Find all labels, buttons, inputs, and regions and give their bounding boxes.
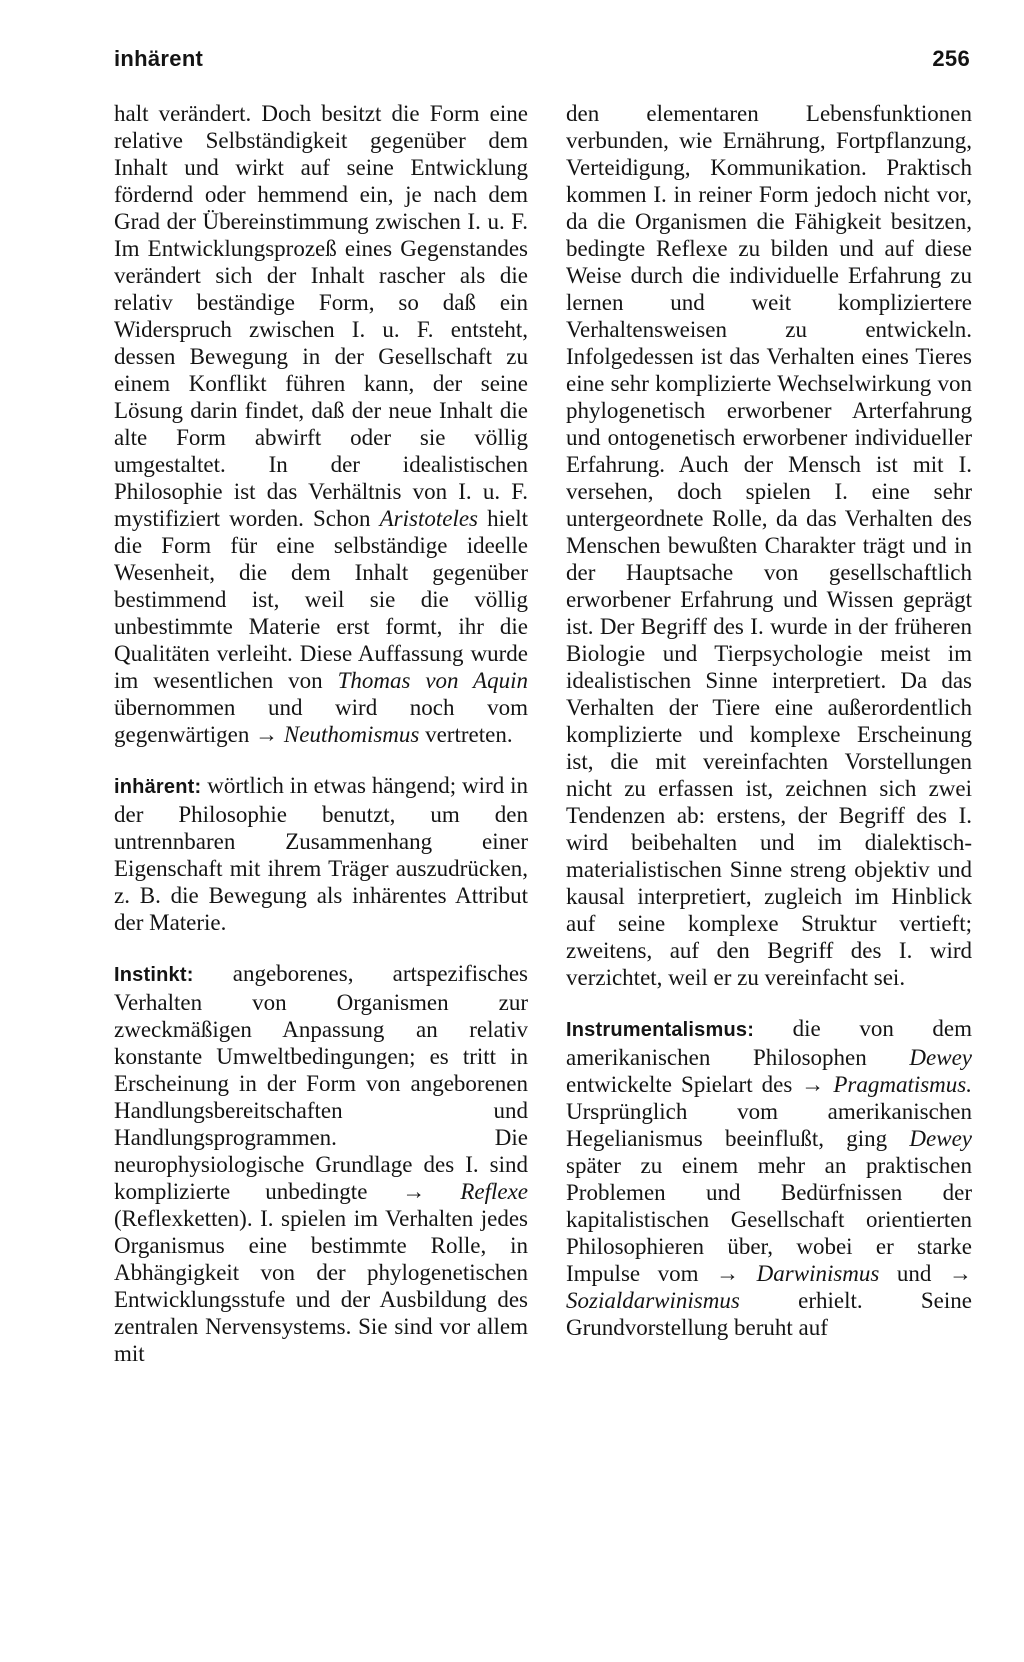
italic-term: Dewey	[909, 1126, 972, 1151]
text-run: und →	[879, 1261, 972, 1286]
text-run: erhielt. Seine Grundvorstellung beruht auf	[566, 1288, 972, 1340]
running-head-word: inhärent	[114, 46, 204, 71]
entry-lemma: inhärent:	[114, 776, 202, 798]
italic-term: Sozialdarwinismus	[566, 1288, 740, 1313]
italic-term: Aristoteles	[379, 506, 478, 531]
italic-term: Reflexe	[460, 1179, 528, 1204]
text-run: vertreten.	[419, 722, 513, 747]
italic-term: Dewey	[909, 1045, 972, 1070]
text-run: später zu einem mehr an praktischen Problemen und Bedürfnissen der kapitalistischen Gesellschaft orientierten Philosophieren über, wobei er starke Impulse vom →	[566, 1153, 972, 1286]
right-column	[566, 100, 972, 1341]
continued-paragraph	[566, 100, 972, 991]
text-run: die von dem amerikanischen Philosophen	[566, 1016, 972, 1070]
italic-term: Pragmatismus.	[833, 1072, 972, 1097]
text-run: Ursprünglich vom amerikanischen Hegelianismus beeinflußt, ging	[566, 1099, 972, 1151]
text-run: den elementaren Lebensfunktionen verbunden, wie Ernährung, Fortpflanzung, Verteidigung, Kommunikation. Praktisch kommen I. in reiner Form jedoch nicht vor, da die Organismen die Fähigkeit besitzen, bedingte Reflexe zu bilden und auf diese Weise durch die individuelle Erfahrung zu lernen und weit kompliziertere Verhaltensweisen zu entwickeln. Infolgedessen ist das Verhalten eines Tieres eine sehr komplizierte Wechselwirkung von phylogenetisch erworbener Arterfahrung und ontogenetisch erworbener individueller Erfahrung. Auch der Mensch ist mit I. versehen, doch spielen I. eine sehr untergeordnete Rolle, da das Verhalten des Menschen bewußten Charakter trägt und in der Hauptsache von gesellschaftlich erworbener Erfahrung und Wissen geprägt ist. Der Begriff des I. wurde in der früheren Biologie und Tierpsychologie meist im idealistischen Sinne interpretiert. Da das Verhalten der Tiere eine außerordentlich komplizierte und komplexe Erscheinung ist, die mit vereinfachten Vorstellungen nicht zu erfassen ist, zeichnen sich zwei Tendenzen ab: erstens, der Begriff des I. wird beibehalten und im dialektisch-materialistischen Sinne streng objektiv und kausal interpretiert, zugleich im Hinblick auf seine komplexe Struktur vertieft; zweitens, auf den Begriff des I. wird verzichtet, weil er zu vereinfacht sei.	[566, 101, 972, 990]
italic-term: Thomas von Aquin	[337, 668, 528, 693]
text-run: halt verändert. Doch besitzt die Form eine relative Selbständigkeit gegenüber dem Inhalt und wirkt auf seine Entwicklung fördernd oder hemmend ein, je nach dem Grad der Übereinstimmung zwischen I. u. F. Im Entwicklungsprozeß eines Gegenstandes verändert sich der Inhalt rascher als die relativ beständige Form, so daß ein Widerspruch zwischen I. u. F. entsteht, dessen Bewegung in der Gesellschaft zu einem Konflikt führen kann, der seine Lösung darin findet, daß der neue Inhalt die alte Form abwirft oder sie völlig umgestaltet. In der idealistischen Philosophie ist das Verhältnis von I. u. F. mystifiziert worden. Schon	[114, 101, 528, 531]
entry-lemma: Instinkt:	[114, 964, 194, 986]
text-run: übernommen und wird noch vom gegenwärtigen →	[114, 695, 528, 747]
text-run: entwickelte Spielart des →	[566, 1072, 834, 1097]
text-run: hielt die Form für eine selbständige ideelle Wesenheit, die dem Inhalt gegenüber bestimmend ist, weil sie die völlig unbestimmte Materie erst formt, ihr die Qualitäten verleiht. Diese Auffassung wurde im wesentlichen von	[114, 506, 528, 693]
left-column	[114, 100, 528, 1367]
text-run: (Reflexketten). I. spielen im Verhalten jedes Organismus eine bestimmte Rolle, in Abhängigkeit von der phylogenetischen Entwicklungsstufe und der Ausbildung des zentralen Nervensystems. Sie sind vor allem mit	[114, 1206, 528, 1366]
italic-term: Neuthomismus	[283, 722, 420, 747]
page-number: 256	[932, 46, 970, 71]
italic-term: Darwinismus	[756, 1261, 880, 1286]
dictionary-entry	[114, 772, 528, 936]
continued-paragraph	[114, 100, 528, 748]
dictionary-entry	[566, 1015, 972, 1341]
text-run: wörtlich in etwas hängend; wird in der Philosophie benutzt, um den untrennbaren Zusammenhang einer Eigenschaft mit ihrem Träger auszudrücken, z. B. die Bewegung als inhärentes Attribut der Materie.	[114, 773, 528, 935]
dictionary-entry	[114, 960, 528, 1367]
text-run: angeborenes, artspezifisches Verhalten von Organismen zur zweckmäßigen Anpassung an relativ konstante Umweltbedingungen; es tritt in Erscheinung in der Form von angeborenen Handlungsbereitschaften und Handlungsprogrammen. Die neurophysiologische Grundlage des I. sind komplizierte unbedingte →	[114, 961, 528, 1204]
entry-lemma: Instrumentalismus:	[566, 1019, 755, 1041]
